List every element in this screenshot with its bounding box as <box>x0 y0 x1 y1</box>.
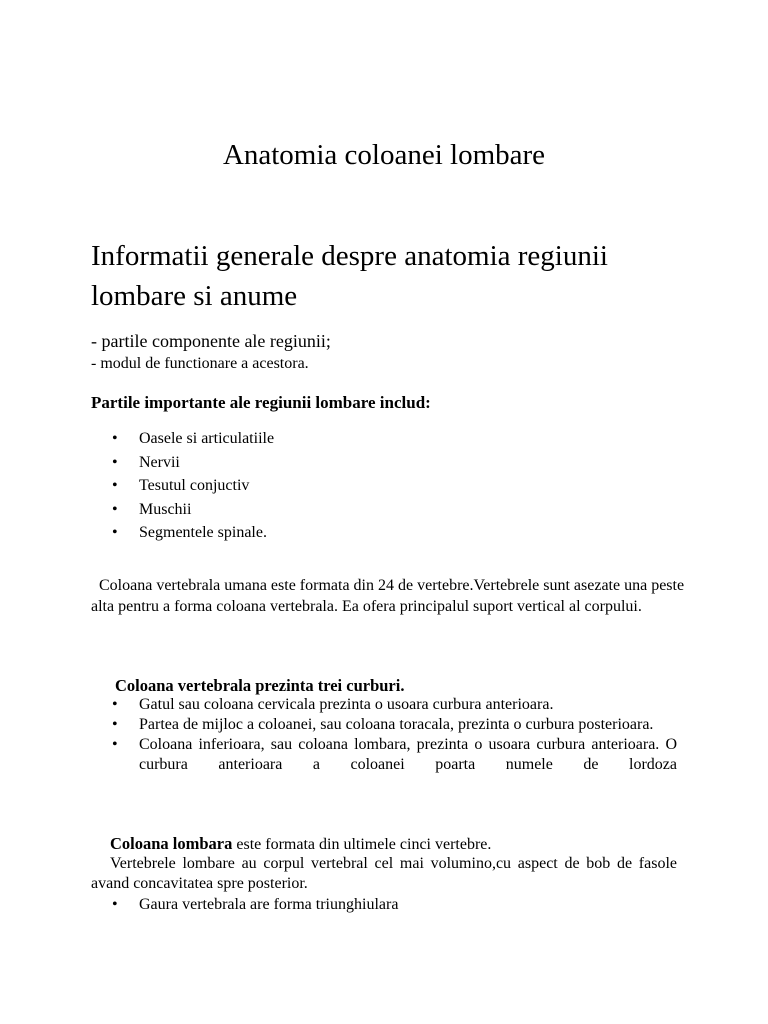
document-title: Anatomia coloanei lombare <box>222 139 546 171</box>
list-item: • Tesutul conjuctiv <box>112 474 274 498</box>
section-heading <box>91 236 691 316</box>
list-item: • Nervii <box>112 451 274 475</box>
lumbar-paragraph: Vertebrele lombare au corpul vertebral cel mai volumino,cu aspect de bob de fasole avand concavitatea spre posterior. <box>91 855 677 892</box>
lumbar-points-list <box>112 895 398 915</box>
important-parts-list <box>112 427 274 545</box>
list-item: • Gatul sau coloana cervicala prezinta o usoara curbura anterioara. <box>112 695 677 715</box>
curves-label: Coloana vertebrala prezinta trei curburi. <box>115 676 405 695</box>
list-item: • Coloana inferioara, sau coloana lombara, prezinta o usoara curbura anterioara. O curbura anterioara a coloanei poarta numele de lordoza <box>112 735 677 775</box>
lumbar-intro-rest: este formata din ultimele cinci vertebre. <box>232 836 492 853</box>
section-heading-line-2: lombare si anume <box>91 280 298 312</box>
list-item: • Partea de mijloc a coloanei, sau coloana toracala, prezinta o curbura posterioara. <box>112 715 677 735</box>
list-item: • Muschii <box>112 498 274 522</box>
spine-paragraph: Coloana vertebrala umana este formata din 24 de vertebre.Vertebrele sunt asezate una peste alta pentru a forma coloana vertebrala. Ea ofera principalul suport vertical al corpului. <box>91 577 689 615</box>
list-item: • Segmentele spinale. <box>112 521 274 545</box>
list-item: • Gaura vertebrala are forma triunghiulara <box>112 895 398 915</box>
parts-line: - partile componente ale regiunii; <box>91 331 331 351</box>
section-heading-line-1: Informatii generale despre anatomia regiunii <box>91 240 608 272</box>
list-item: • Oasele si articulatiile <box>112 427 274 451</box>
lumbar-bold-term: Coloana lombara <box>110 834 233 853</box>
lumbar-intro <box>110 834 491 855</box>
function-line: - modul de functionare a acestora. <box>91 355 309 372</box>
important-parts-label: Partile importante ale regiunii lombare includ: <box>91 393 431 412</box>
curves-list <box>112 695 677 775</box>
